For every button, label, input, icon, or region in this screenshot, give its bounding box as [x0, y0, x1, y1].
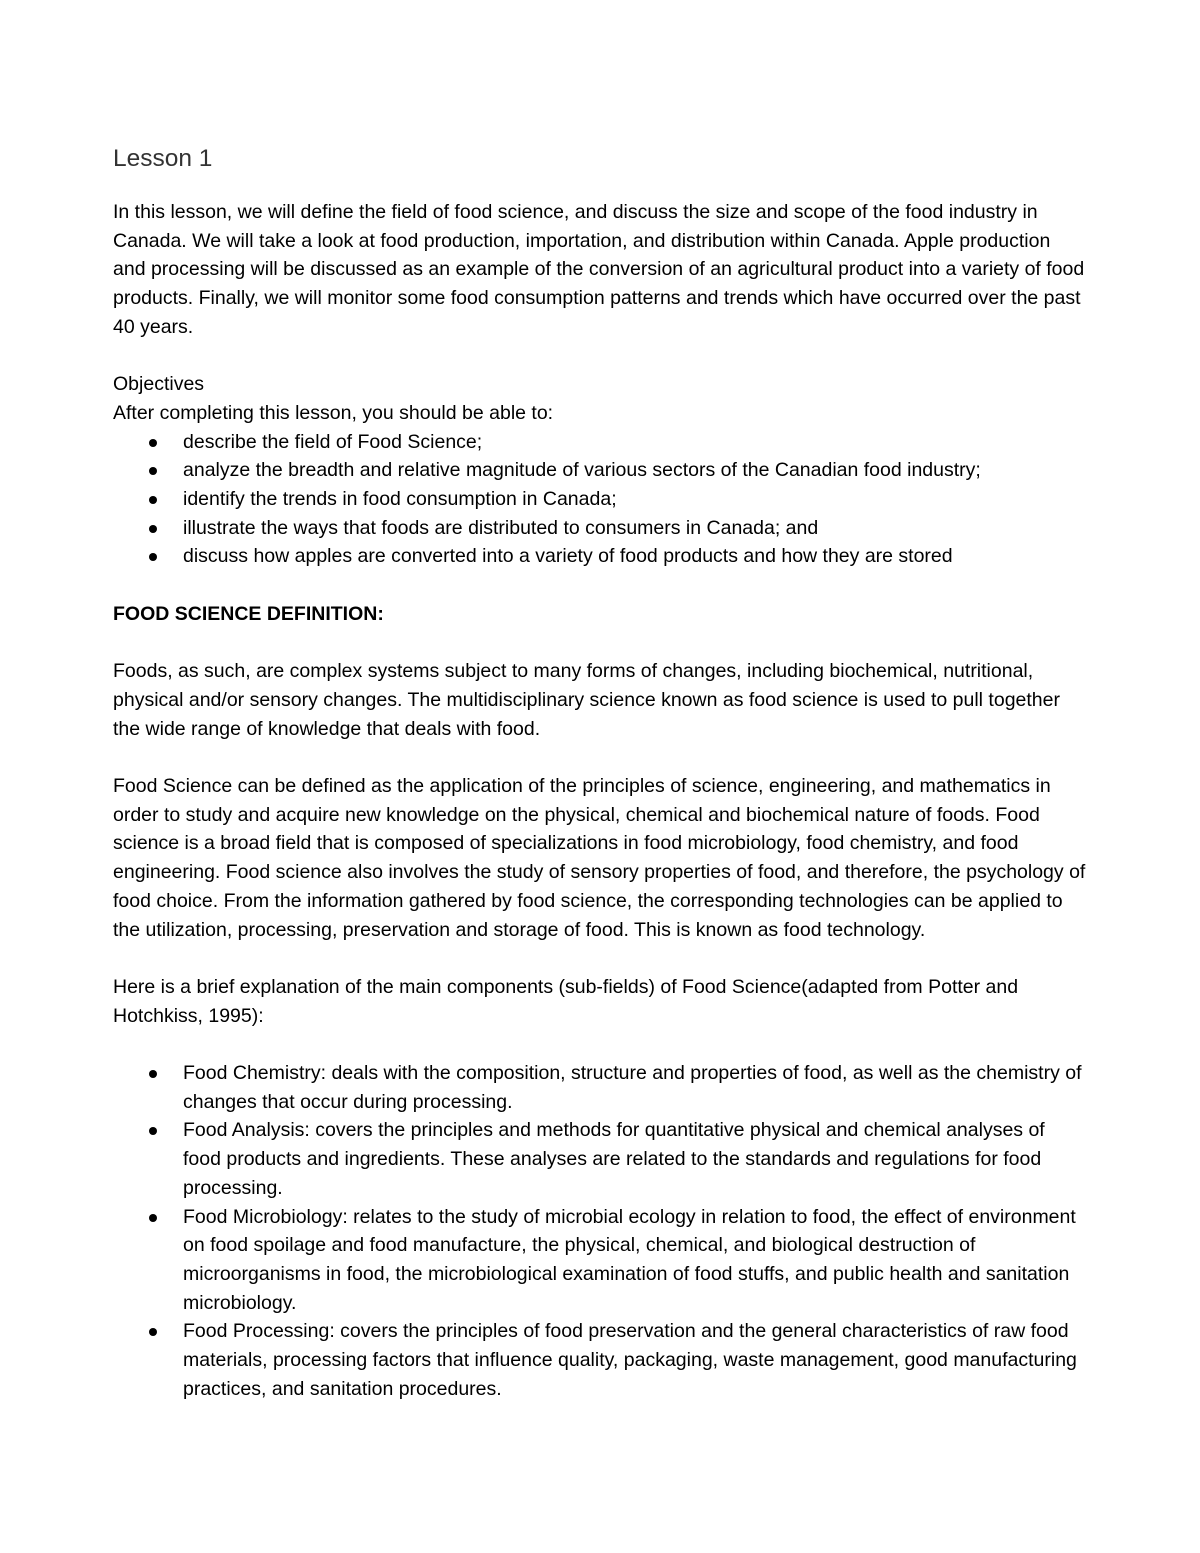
spacer [113, 1030, 1088, 1059]
list-item-text: discuss how apples are converted into a variety of food products and how they are stored [183, 545, 953, 568]
definition-paragraph-1: Foods, as such, are complex systems subject to many forms of changes, including biochemical, nutritional, physical and/or sensory changes. The multidisciplinary science known as food science is used to pull together the wide range of knowledge that deals with food. [113, 660, 1060, 740]
list-item-text: describe the field of Food Science; [183, 430, 483, 453]
lesson-title: Lesson 1 [113, 145, 213, 172]
objectives-heading: Objectives [113, 373, 205, 396]
list-item [113, 428, 1088, 457]
list-item [113, 1317, 1088, 1403]
list-item [113, 542, 1088, 571]
list-item [113, 1203, 1088, 1318]
definition-paragraph-2: Food Science can be defined as the application of the principles of science, engineering, and mathematics in order to study and acquire new knowledge on the physical, chemical and biochemical nature of foods. Food science is a broad field that is composed of specializations in food microbiology, food chemistry, and food engineering. Food science also involves the study of sensory properties of food, and therefore, the psychology of food choice. From the information gathered by food science, the corresponding technologies can be applied to the utilization, processing, preservation and storage of food. This is known as food technology. [113, 775, 1086, 941]
definition-heading: FOOD SCIENCE DEFINITION: [113, 602, 384, 625]
list-item-text: identify the trends in food consumption in Canada; [183, 488, 617, 511]
list-item-text: Food Analysis: covers the principles and methods for quantitative physical and chemical analyses of food products and ingredients. These analyses are related to the standards and regulations for food processing. [183, 1119, 1045, 1199]
list-item-text: Food Processing: covers the principles of food preservation and the general characteristics of raw food materials, processing factors that influence quality, packaging, waste management, good manufacturing practices, and sanitation procedures. [183, 1320, 1077, 1400]
definition-paragraph-3: Here is a brief explanation of the main components (sub-fields) of Food Science(adapted from Potter and Hotchkiss, 1995): [113, 975, 1019, 1027]
list-item-text: analyze the breadth and relative magnitude of various sectors of the Canadian food industry; [183, 459, 981, 482]
bullet-icon [149, 553, 157, 561]
spacer [113, 944, 1088, 973]
spacer [113, 743, 1088, 772]
bullet-icon [149, 525, 157, 533]
bullet-icon [149, 439, 157, 447]
list-item-text: Food Microbiology: relates to the study of microbial ecology in relation to food, the effect of environment on food spoilage and food manufacture, the physical, chemical, and biological destruction of microorganisms in food, the microbiological examination of food stuffs, and public health and sanitation microbiology. [183, 1205, 1076, 1314]
bullet-icon [149, 1214, 157, 1222]
bullet-icon [149, 467, 157, 475]
bullet-icon [149, 1127, 157, 1135]
bullet-icon [149, 496, 157, 504]
spacer [113, 629, 1088, 658]
document-page [113, 142, 1088, 1403]
list-item [113, 1059, 1088, 1116]
list-item [113, 1116, 1088, 1202]
list-item-text: Food Chemistry: deals with the composition, structure and properties of food, as well as the chemistry of changes that occur during processing. [183, 1062, 1082, 1113]
bullet-icon [149, 1328, 157, 1336]
components-list [113, 1059, 1088, 1403]
spacer [113, 342, 1088, 371]
list-item [113, 485, 1088, 514]
objectives-lead: After completing this lesson, you should be able to: [113, 401, 554, 424]
list-item-text: illustrate the ways that foods are distributed to consumers in Canada; and [183, 516, 819, 539]
list-item [113, 514, 1088, 543]
spacer [113, 571, 1088, 600]
list-item [113, 456, 1088, 485]
objectives-list [113, 428, 1088, 572]
bullet-icon [149, 1070, 157, 1078]
intro-paragraph: In this lesson, we will define the field of food science, and discuss the size and scope of the food industry in Canada. We will take a look at food production, importation, and distribution within Canada. Apple production and processing will be discussed as an example of the conversion of an agricultural product into a variety of food products. Finally, we will monitor some food consumption patterns and trends which have occurred over the past 40 years. [113, 201, 1085, 338]
